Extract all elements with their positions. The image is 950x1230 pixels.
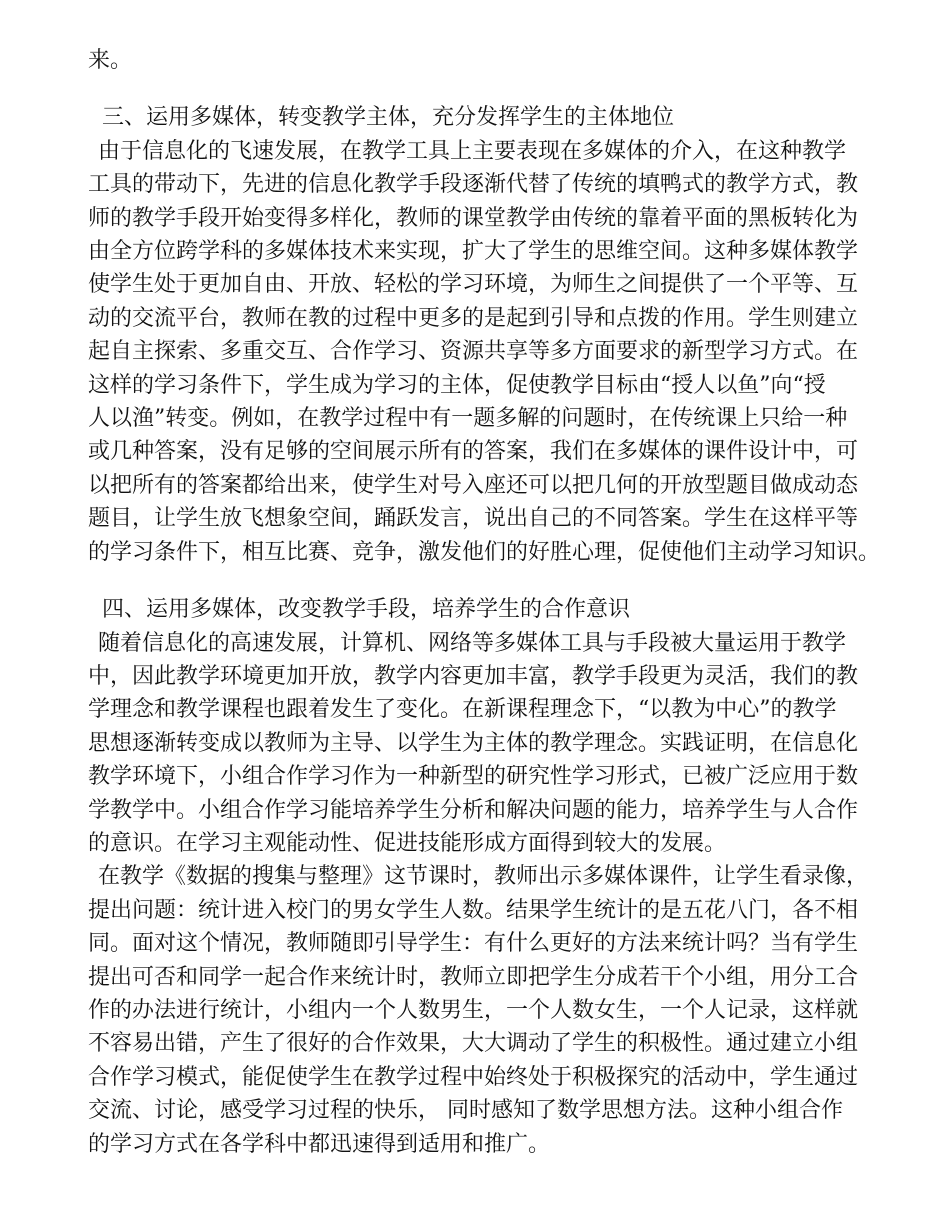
section-4-para2-line: 同。面对这个情况，教师随即引导学生：有什么更好的方法来统计吗？当有学生 — [88, 931, 859, 957]
section-3-line: 或几种答案，没有足够的空间展示所有的答案，我们在多媒体的课件设计中，可 — [88, 439, 859, 465]
section-3-line: 的学习条件下，相互比赛、竞争，激发他们的好胜心理，促使他们主动学习知识。 — [88, 539, 881, 565]
section-3-line: 题目，让学生放飞想象空间，踊跃发言，说出自己的不同答案。学生在这样平等 — [88, 506, 859, 532]
section-4-para1-line: 学理念和教学课程也跟着发生了变化。在新课程理念下，“以教为中心”的教学 — [88, 697, 837, 723]
section-4-para2-line: 提出问题：统计进入校门的男女学生人数。结果学生统计的是五花八门，各不相 — [88, 897, 859, 923]
section-3-line: 起自主探索、多重交互、合作学习、资源共享等多方面要求的新型学习方式。在 — [88, 339, 859, 365]
section-4-para2-line: 作的办法进行统计，小组内一个人数男生，一个人数女生，一个人记录，这样就 — [88, 997, 859, 1023]
section-4-para2-line: 不容易出错，产生了很好的合作效果，大大调动了学生的积极性。通过建立小组 — [88, 1031, 859, 1057]
spacer — [88, 77, 918, 101]
section-3-line: 由于信息化的飞速发展，在教学工具上主要表现在多媒体的介入，在这种教学 — [98, 138, 847, 164]
section-4-para1-line: 教学环境下，小组合作学习作为一种新型的研究性学习形式，已被广泛应用于数 — [88, 764, 859, 790]
section-3-line: 由全方位跨学科的多媒体技术来实现，扩大了学生的思维空间。这种多媒体教学 — [88, 239, 859, 265]
section-4-para2-line: 交流、讨论，感受学习过程的快乐， 同时感知了数学思想方法。这种小组合作 — [88, 1098, 843, 1124]
section-4-para1-line: 思想逐渐转变成以教师为主导、以学生为主体的教学理念。实践证明，在信息化 — [88, 730, 859, 756]
section-3-line: 动的交流平台，教师在教的过程中更多的是起到引导和点拨的作用。学生则建立 — [88, 305, 859, 331]
section-3-line: 师的教学手段开始变得多样化，教师的课堂教学由传统的靠着平面的黑板转化为 — [88, 205, 859, 231]
intro-line: 来。 — [88, 48, 133, 73]
section-4-heading: 四、运用多媒体，改变教学手段，培养学生的合作意识 — [102, 597, 631, 623]
section-4 — [88, 593, 918, 1161]
section-3-line: 这样的学习条件下，学生成为学习的主体，促使教学目标由“授人以鱼”向“授 — [88, 372, 826, 398]
section-3-line: 工具的带动下，先进的信息化教学手段逐渐代替了传统的填鸭式的教学方式，教 — [88, 172, 859, 198]
section-4-para1-line: 中，因此教学环境更加开放，教学内容更加丰富，教学手段更为灵活，我们的教 — [88, 663, 859, 689]
section-3-heading: 三、运用多媒体，转变教学主体，充分发挥学生的主体地位 — [102, 105, 675, 131]
section-4-para1-line: 学教学中。小组合作学习能培养学生分析和解决问题的能力，培养学生与人合作 — [88, 797, 859, 823]
section-4-para2-line: 提出可否和同学一起合作来统计时，教师立即把学生分成若干个小组，用分工合 — [88, 964, 859, 990]
section-3 — [88, 101, 918, 569]
section-4-para1-line: 随着信息化的高速发展，计算机、网络等多媒体工具与手段被大量运用于教学 — [98, 630, 847, 656]
section-4-para2-line: 合作学习模式，能促使学生在教学过程中始终处于积极探究的活动中，学生通过 — [88, 1064, 859, 1090]
section-3-line: 人以渔”转变。例如，在教学过程中有一题多解的问题时，在传统课上只给一种 — [88, 406, 848, 432]
section-3-line: 以把所有的答案都给出来，使学生对号入座还可以把几何的开放型题目做成动态 — [88, 472, 859, 498]
document-page — [88, 44, 918, 1161]
section-4-para2-line: 在教学《数据的搜集与整理》这节课时，教师出示多媒体课件，让学生看录像， — [98, 864, 869, 890]
section-4-para1-line: 的意识。在学习主观能动性、促进技能形成方面得到较大的发展。 — [88, 830, 727, 856]
spacer — [88, 569, 918, 593]
section-4-para2-line: 的学习方式在各学科中都迅速得到适用和推广。 — [88, 1131, 551, 1157]
section-3-line: 使学生处于更加自由、开放、轻松的学习环境，为师生之间提供了一个平等、互 — [88, 272, 859, 298]
